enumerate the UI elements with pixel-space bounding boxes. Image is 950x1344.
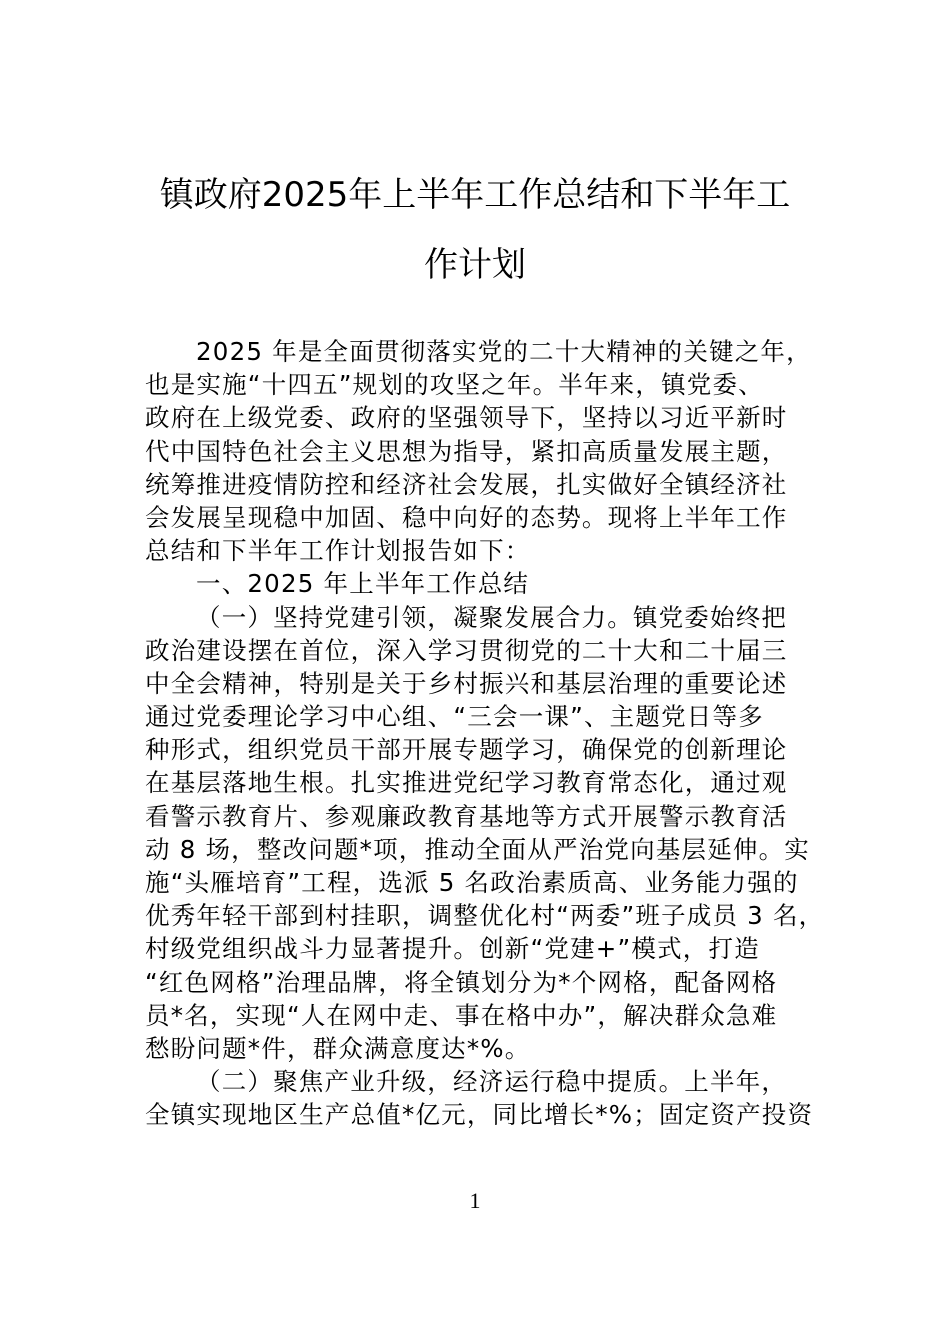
text-line: 代中国特色社会主义思想为指导，紧扣高质量发展主题，	[145, 436, 788, 466]
page-number: 1	[469, 1188, 481, 1213]
text-line: 统筹推进疫情防控和经济社会发展，扎实做好全镇经济社	[145, 469, 788, 499]
document-title-line-1: 镇政府2025年上半年工作总结和下半年工	[159, 175, 791, 215]
text-line: 优秀年轻干部到村挂职，调整优化村“两委”班子成员 3 名，	[145, 901, 825, 931]
text-line: 会发展呈现稳中加固、稳中向好的态势。现将上半年工作	[145, 502, 788, 532]
document-body	[145, 335, 825, 1132]
text-line: 政府在上级党委、政府的坚强领导下，坚持以习近平新时	[145, 403, 788, 433]
text-line: 种形式，组织党员干部开展专题学习，确保党的创新理论	[145, 735, 788, 765]
document-title-line-2: 作计划	[424, 245, 526, 285]
text-line: “红色网格”治理品牌，将全镇划分为*个网格，配备网格	[145, 967, 778, 997]
text-line: 员*名，实现“人在网中走、事在格中办”，解决群众急难	[145, 1000, 778, 1030]
text-line: 中全会精神，特别是关于乡村振兴和基层治理的重要论述	[145, 668, 788, 698]
text-line: 政治建设摆在首位，深入学习贯彻党的二十大和二十届三	[145, 635, 788, 665]
text-line: 村级党组织战斗力显著提升。创新“党建+”模式，打造	[145, 934, 760, 964]
text-line: 也是实施“十四五”规划的攻坚之年。半年来，镇党委、	[145, 370, 764, 400]
subsection-heading-line: （一）坚持党建引领，凝聚发展合力。镇党委始终把	[196, 602, 788, 632]
text-line: 看警示教育片、参观廉政教育基地等方式开展警示教育活	[145, 801, 788, 831]
text-line: 通过党委理论学习中心组、“三会一课”、主题党日等多	[145, 702, 764, 732]
text-line: 总结和下半年工作计划报告如下：	[145, 536, 531, 566]
text-line: 愁盼问题*件，群众满意度达*%。	[145, 1033, 531, 1063]
section-heading: 一、2025 年上半年工作总结	[196, 569, 530, 599]
text-line: 2025 年是全面贯彻落实党的二十大精神的关键之年，	[196, 337, 812, 366]
subsection-heading-line: （二）聚焦产业升级，经济运行稳中提质。上半年，	[196, 1067, 788, 1097]
text-line: 全镇实现地区生产总值*亿元，同比增长*%；固定资产投资	[145, 1100, 814, 1130]
text-line: 施“头雁培育”工程，选派 5 名政治素质高、业务能力强的	[145, 868, 799, 897]
text-line: 动 8 场，整改问题*项，推动全面从严治党向基层延伸。实	[145, 834, 811, 864]
text-line: 在基层落地生根。扎实推进党纪学习教育常态化，通过观	[145, 768, 788, 798]
